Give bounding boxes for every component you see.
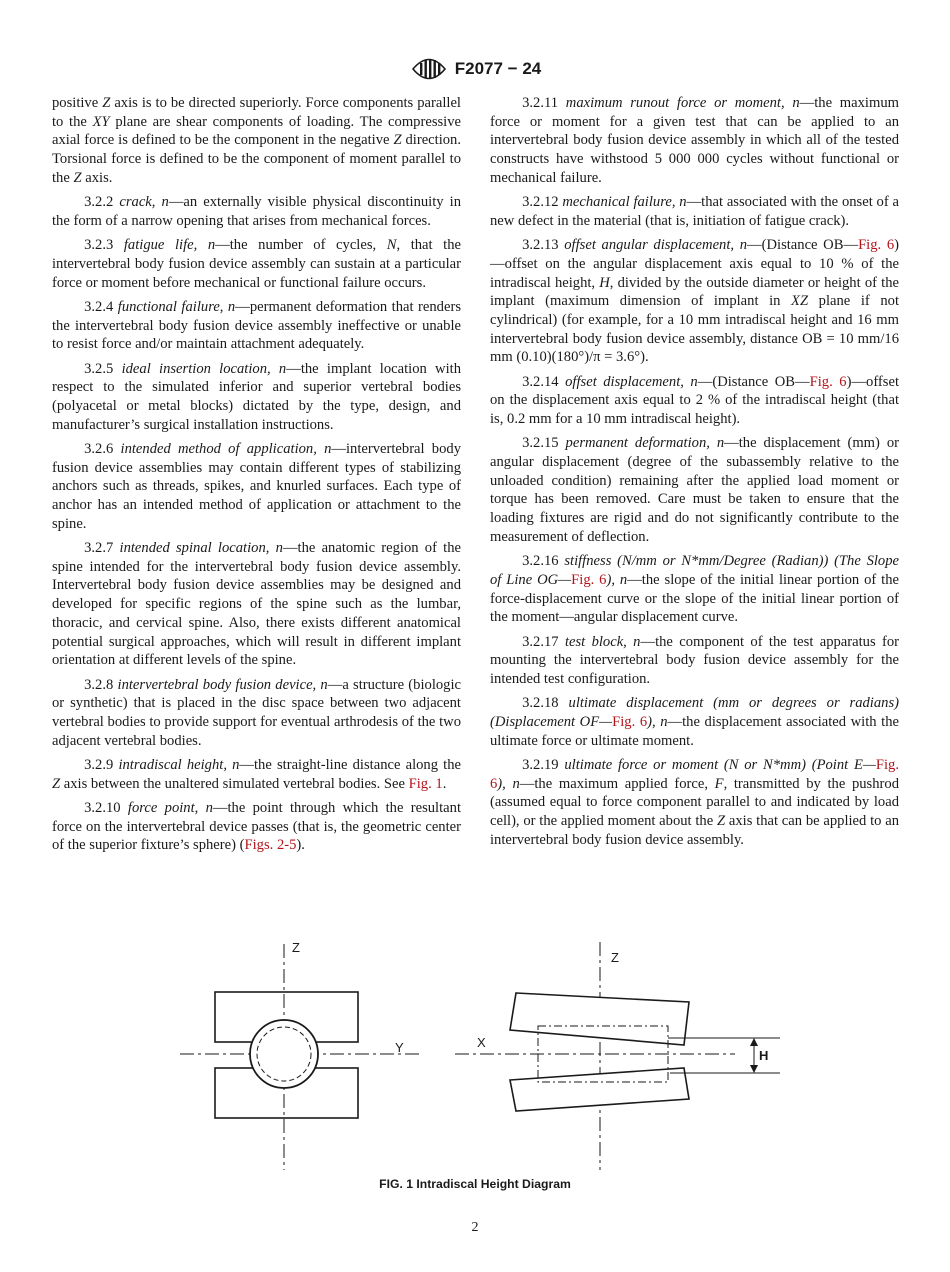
definition-mechanical-failure: 3.2.12 mechanical failure, n—that associated with the onset of a new defect in the material (that is, initiation of fatigue crack). <box>490 194 899 229</box>
definition-intended-spinal-location: 3.2.7 intended spinal location, n—the anatomic region of the spine intended for the intervertebral body fusion device assembly. Intervertebral body fusion device assemblies may be designed and developed for specific regions of the spine such as the lumbar, thoracic, and cervical spine. Also, there exists different anatomical potential surgical approaches, which will result in different implant orientation at different levels of the spine. <box>52 540 461 669</box>
inferior-block-tilted <box>510 1068 689 1111</box>
z-label-right: Z <box>611 950 619 965</box>
z-label-left: Z <box>292 940 300 955</box>
y-label: Y <box>395 1040 404 1055</box>
x-label: X <box>477 1035 486 1050</box>
definition-fatigue-life: 3.2.3 fatigue life, n—the number of cycles, N, that the intervertebral body fusion device assembly can sustain at a particular force or moment before mechanical or functional failure occurs. <box>52 237 461 291</box>
figs-2-5-link[interactable]: Figs. 2-5 <box>244 837 297 854</box>
right-column <box>490 94 899 855</box>
height-arrow-top-icon <box>750 1038 758 1046</box>
definition-test-block: 3.2.17 test block, n—the component of the test apparatus for mounting the intervertebral body fusion device assembly for the intended test configuration. <box>490 633 899 687</box>
definition-functional-failure: 3.2.4 functional failure, n—permanent deformation that renders the intervertebral body fusion device assembly ineffective or unable to resist force and/or maintain attachment adequately. <box>52 298 461 353</box>
definition-offset-angular-displacement: 3.2.13 offset angular displacement, n—(Distance OB—Fig. 6)—offset on the angular displacement axis equal to 10 % of the intradiscal height, H, divided by the outside diameter or height of the implant (maximum dimension of implant in XZ plane if not cylindrical) (for example, for a 10 mm intradiscal height and 16 mm intervertebral body fusion device assembly, distance OB = 10 mm/16 mm (0.10)(180°)/π = 3.6°). <box>490 237 900 366</box>
definition-ideal-insertion-location: 3.2.5 ideal insertion location, n—the implant location with respect to the simulated inferior and superior vertebral bodies (polyacetal or metal blocks) dictated by the type, design, and manufacturer’s surgical installation instructions. <box>52 360 461 433</box>
fig-6-link[interactable]: Fig. 6 <box>571 571 607 588</box>
fig-6-link[interactable]: Fig. 6 <box>809 373 847 390</box>
page-header <box>0 54 950 84</box>
standard-designation: F2077 − 24 <box>454 59 542 78</box>
fig-1-link[interactable]: Fig. 1 <box>408 775 443 792</box>
fig-6-link[interactable]: Fig. 6 <box>612 713 648 730</box>
astm-logo-icon <box>409 54 449 84</box>
definition-crack: 3.2.2 crack, n—an externally visible physical discontinuity in the form of a narrow opening that arises from mechanical forces. <box>52 194 461 229</box>
intradiscal-height-diagram <box>170 938 780 1174</box>
left-column <box>52 94 461 861</box>
paragraph-3-2-1-continued: positive Z axis is to be directed superiorly. Force components parallel to the XY plane are shear components of loading. The compressive axial force is defined to be the component in the negative Z direction. Torsional force is defined to be the component of moment parallel to the Z axis. <box>52 95 462 186</box>
definition-force-point: 3.2.10 force point, n—the point through which the resultant force on the intervertebral device passes (that is, the geometric center of the superior fixture’s sphere) (Figs. 2-5). <box>52 799 461 854</box>
h-label: H <box>759 1048 769 1063</box>
definition-maximum-runout: 3.2.11 maximum runout force or moment, n—the maximum force or moment for a given test that can be applied to an intervertebral body fusion device assembly in which all of the tested constructs have withstood 5 000 000 cycles without functional or mechanical failure. <box>490 95 899 186</box>
page-number: 2 <box>471 1220 479 1235</box>
definition-stiffness: 3.2.16 stiffness (N/mm or N*mm/Degree (Radian)) (The Slope of Line OG—Fig. 6), n—the slope of the initial linear portion of the force-displacement curve or the slope of the initial linear portion of the moment—angular displacement curve. <box>490 553 899 626</box>
definition-ultimate-displacement: 3.2.18 ultimate displacement (mm or degrees or radians) (Displacement OF—Fig. 6), n—the displacement associated with the ultimate force or ultimate moment. <box>490 695 899 749</box>
superior-block-tilted <box>510 993 689 1045</box>
definition-intended-method: 3.2.6 intended method of application, n—intervertebral body fusion device assemblies may contain different types of stabilizing anchors such as threads, spikes, and knurled surfaces. Each type of anchor has an intended method of application or attachment to the spine. <box>52 440 461 532</box>
definition-fusion-device: 3.2.8 intervertebral body fusion device, n—a structure (biologic or synthetic) that is placed in the disc space between two adjacent vertebral bodies to provide support for eventual arthrodesis of the two adjacent vertebral bodies. <box>52 676 461 749</box>
figure-caption: FIG. 1 Intradiscal Height Diagram <box>379 1177 571 1191</box>
fig-6-link[interactable]: Fig. 6 <box>858 237 895 254</box>
fig-6-link[interactable]: Fig. 6 <box>490 756 899 792</box>
height-arrow-bottom-icon <box>750 1065 758 1073</box>
definition-permanent-deformation: 3.2.15 permanent deformation, n—the displacement (mm) or angular displacement (degree of the subassembly relative to the unloaded condition) remaining after the applied load moment or torque has been removed. Care must be taken to ensure that the loading fixtures are rigid and do not significantly contribute to the measurement of deflection. <box>490 435 899 545</box>
implant-sphere <box>250 1020 318 1088</box>
definition-offset-displacement: 3.2.14 offset displacement, n—(Distance OB—Fig. 6)—offset on the displacement axis equal to 2 % of the intradiscal height (that is, 0.2 mm for a 10 mm intradiscal height). <box>490 373 899 428</box>
definition-intradiscal-height: 3.2.9 intradiscal height, n—the straight-line distance along the Z axis between the unaltered simulated vertebral bodies. See Fig. 1. <box>52 756 461 792</box>
definition-ultimate-force: 3.2.19 ultimate force or moment (N or N*mm) (Point E—Fig. 6), n—the maximum applied force, F, transmitted by the pushrod (assumed equal to force component parallel to and indicated by load cell), or the applied moment about the Z axis that can be applied to an intervertebral body fusion device assembly. <box>490 756 899 848</box>
